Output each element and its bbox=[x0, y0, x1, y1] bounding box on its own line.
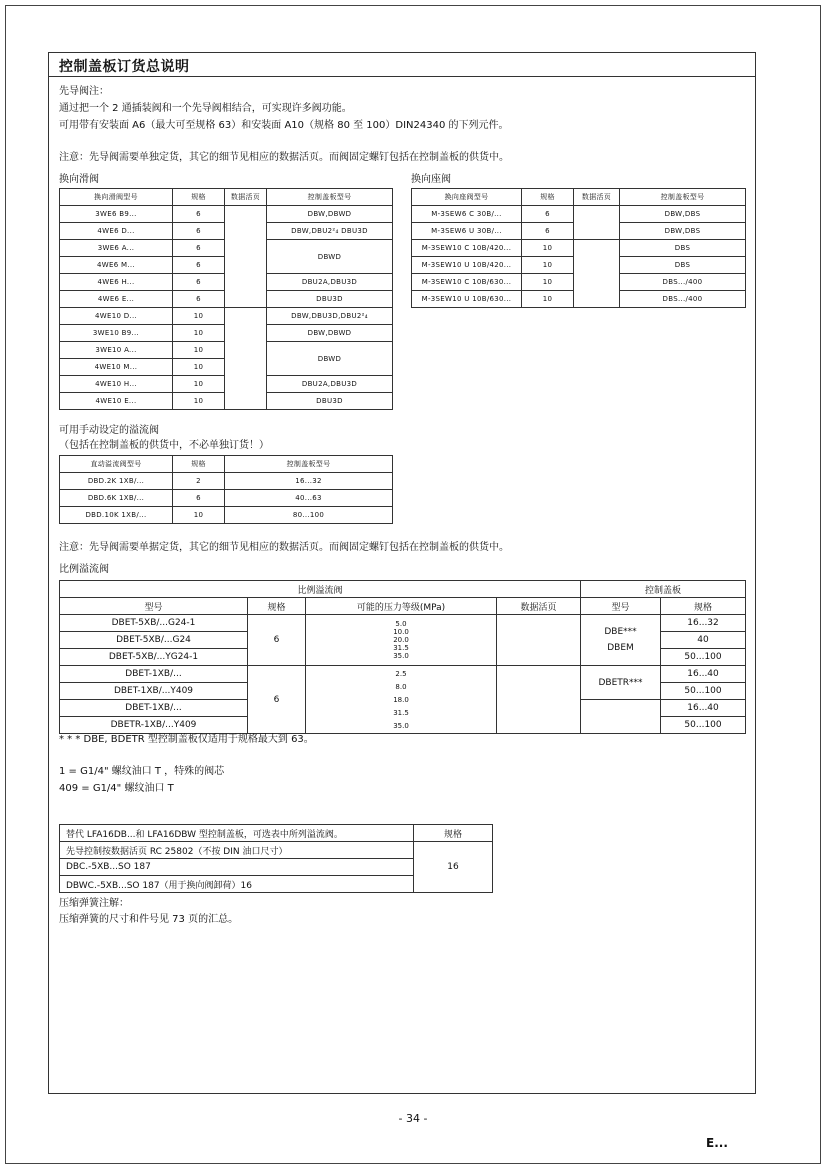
header-cell: 替代 LFA16DB...和 LFA16DBW 型控制盖板，可选表中所列溢流阀。 bbox=[60, 825, 414, 842]
cover-model-cell bbox=[581, 700, 661, 734]
seat-valve-label: 换向座阀 bbox=[411, 174, 451, 185]
model-cell: 3WE6 B9... bbox=[60, 206, 173, 223]
header-cell: 可能的压力等级(MPa) bbox=[306, 598, 497, 615]
size-cell: 10 bbox=[173, 325, 225, 342]
model-cell: DBET-5XB/...G24 bbox=[60, 632, 248, 649]
header-cell: 控制盖板型号 bbox=[225, 456, 393, 473]
table-row bbox=[60, 507, 393, 524]
alternative-valve-table bbox=[59, 824, 493, 893]
cover-cell: DBW,DBWD bbox=[267, 325, 393, 342]
cover-cell: 16...32 bbox=[225, 473, 393, 490]
model-cell: 先导控制按数据活页 RC 25802（不按 DIN 油口尺寸） bbox=[60, 842, 414, 859]
cover-cell: DBU2A,DBU3D bbox=[267, 376, 393, 393]
model-cell: 4WE6 M... bbox=[60, 257, 173, 274]
relief-label-2: （包括在控制盖板的供货中，不必单独订货！） bbox=[59, 440, 269, 451]
model-cell: DBETR-1XB/...Y409 bbox=[60, 717, 248, 734]
size-cell: 10 bbox=[173, 342, 225, 359]
model-cell: 4WE10 D... bbox=[60, 308, 173, 325]
spring-note-title: 压缩弹簧注解： bbox=[59, 898, 129, 909]
table-row bbox=[412, 240, 746, 257]
header-cell: 规格 bbox=[248, 598, 306, 615]
cover-cell: DBWD bbox=[267, 342, 393, 376]
cover-cell: DBW,DBS bbox=[620, 223, 746, 240]
cover-cell: DBW,DBU2²₄ DBU3D bbox=[267, 223, 393, 240]
content-frame bbox=[48, 52, 756, 1094]
group-header-row bbox=[60, 581, 746, 598]
size-cell: 10 bbox=[173, 359, 225, 376]
cover-model: DBE*** bbox=[604, 627, 637, 637]
size-cell: 6 bbox=[522, 223, 574, 240]
header-cell: 规格 bbox=[661, 598, 746, 615]
size-cell: 10 bbox=[522, 257, 574, 274]
intro-line-3: 可用带有安装面 A6（最大可至规格 63）和安装面 A10（规格 80 至 100）DIN24340 的下列元件。 bbox=[59, 120, 509, 131]
datasheet-cell bbox=[497, 666, 581, 734]
cover-cell: DBU3D bbox=[267, 393, 393, 410]
intro-line-1: 先导阀注： bbox=[59, 86, 109, 97]
size-cell: 10 bbox=[173, 507, 225, 524]
table-header-row bbox=[60, 825, 493, 842]
model-cell: M-3SEW10 C 10B/420... bbox=[412, 240, 522, 257]
model-cell: 4WE10 M... bbox=[60, 359, 173, 376]
pressure-value: 2.5 bbox=[395, 669, 407, 678]
size-cell: 6 bbox=[173, 223, 225, 240]
group-header-cover: 控制盖板 bbox=[581, 581, 746, 598]
size-cell: 6 bbox=[248, 615, 306, 666]
pressure-value: 20.0 bbox=[393, 636, 409, 644]
pilot-note: 注意：先导阀需要单独定货，其它的细节见相应的数据活页。而阀固定螺钉包括在控制盖板的供货中。 bbox=[59, 152, 509, 163]
cover-size-cell: 40 bbox=[661, 632, 746, 649]
definition-2: 409 = G1/4" 螺纹油口 T bbox=[59, 783, 174, 794]
model-cell: DBC.-5XB...SO 187 bbox=[60, 859, 414, 876]
size-cell: 6 bbox=[173, 206, 225, 223]
datasheet-cell bbox=[574, 206, 620, 240]
header-cell: 规格 bbox=[522, 189, 574, 206]
page-number: - 34 - bbox=[398, 1112, 428, 1125]
cover-cell: DBWD bbox=[267, 240, 393, 274]
size-cell: 10 bbox=[173, 393, 225, 410]
header-cell: 换向座阀型号 bbox=[412, 189, 522, 206]
table-row bbox=[60, 842, 493, 859]
model-cell: DBD.6K 1XB/... bbox=[60, 490, 173, 507]
prop-label: 比例溢流阀 bbox=[59, 564, 109, 575]
table-header-row bbox=[60, 189, 393, 206]
proportional-valve-table bbox=[59, 580, 746, 734]
model-cell: 3WE10 B9... bbox=[60, 325, 173, 342]
model-cell: M-3SEW6 C 30B/... bbox=[412, 206, 522, 223]
cover-model-cell: DBETR*** bbox=[581, 666, 661, 700]
pressure-value: 31.5 bbox=[393, 708, 409, 717]
corner-mark: E... bbox=[706, 1136, 728, 1150]
slide-valve-label: 换向滑阀 bbox=[59, 174, 99, 185]
size-cell: 10 bbox=[522, 240, 574, 257]
model-cell: M-3SEW6 U 30B/... bbox=[412, 223, 522, 240]
spring-note-text: 压缩弹簧的尺寸和件号见 73 页的汇总。 bbox=[59, 914, 239, 925]
header-cell: 换向滑阀型号 bbox=[60, 189, 173, 206]
model-cell: DBET-1XB/... bbox=[60, 666, 248, 683]
size-cell: 6 bbox=[173, 291, 225, 308]
size-cell: 6 bbox=[173, 240, 225, 257]
cover-cell: DBW,DBS bbox=[620, 206, 746, 223]
title-bar bbox=[49, 53, 755, 77]
header-cell: 控制盖板型号 bbox=[620, 189, 746, 206]
table-row bbox=[60, 490, 393, 507]
model-cell: 4WE6 D... bbox=[60, 223, 173, 240]
cover-cell: DBS bbox=[620, 240, 746, 257]
cover-cell: 80...100 bbox=[225, 507, 393, 524]
cover-cell: 40...63 bbox=[225, 490, 393, 507]
size-cell: 6 bbox=[173, 274, 225, 291]
header-cell: 型号 bbox=[60, 598, 248, 615]
header-cell: 型号 bbox=[581, 598, 661, 615]
header-cell: 规格 bbox=[173, 189, 225, 206]
model-cell: DBET-5XB/...G24-1 bbox=[60, 615, 248, 632]
size-cell: 10 bbox=[173, 308, 225, 325]
table-header-row bbox=[60, 598, 746, 615]
size-cell: 2 bbox=[173, 473, 225, 490]
cover-cell: DBS bbox=[620, 257, 746, 274]
datasheet-cell bbox=[225, 308, 267, 410]
model-cell: M-3SEW10 C 10B/630... bbox=[412, 274, 522, 291]
cover-size-cell: 16...40 bbox=[661, 700, 746, 717]
cover-size-cell: 50...100 bbox=[661, 649, 746, 666]
intro-line-2: 通过把一个 2 通插装阀和一个先导阀相结合，可实现许多阀功能。 bbox=[59, 103, 352, 114]
model-cell: 4WE6 E... bbox=[60, 291, 173, 308]
cover-size-cell: 16...40 bbox=[661, 666, 746, 683]
datasheet-cell bbox=[225, 206, 267, 308]
table-row bbox=[60, 666, 746, 683]
cover-cell: DBS.../400 bbox=[620, 291, 746, 308]
table-row bbox=[60, 615, 746, 632]
cover-cell: DBS.../400 bbox=[620, 274, 746, 291]
relief-valve-table bbox=[59, 455, 393, 524]
seat-valve-table bbox=[411, 188, 746, 308]
model-cell: 4WE10 H... bbox=[60, 376, 173, 393]
table-header-row bbox=[60, 456, 393, 473]
pressure-value: 35.0 bbox=[393, 721, 409, 730]
pressure-cell bbox=[306, 666, 497, 734]
header-cell: 规格 bbox=[173, 456, 225, 473]
page-title: 控制盖板订货总说明 bbox=[59, 59, 190, 75]
cover-cell: DBU2A,DBU3D bbox=[267, 274, 393, 291]
definition-1: 1 = G1/4" 螺纹油口 T ，特殊的阀芯 bbox=[59, 766, 225, 777]
header-cell: 数据活页 bbox=[574, 189, 620, 206]
model-cell: DBD.2K 1XB/... bbox=[60, 473, 173, 490]
size-cell: 16 bbox=[414, 842, 493, 893]
pressure-value: 5.0 bbox=[395, 620, 407, 628]
cover-model: DBEM bbox=[607, 643, 634, 653]
table-header-row bbox=[412, 189, 746, 206]
cover-size-cell: 16...32 bbox=[661, 615, 746, 632]
model-cell: DBET-5XB/...YG24-1 bbox=[60, 649, 248, 666]
table-row bbox=[60, 473, 393, 490]
cover-size-cell: 50...100 bbox=[661, 717, 746, 734]
size-cell: 10 bbox=[522, 291, 574, 308]
model-cell: DBD.10K 1XB/... bbox=[60, 507, 173, 524]
cover-model-cell bbox=[581, 615, 661, 666]
group-header-valve: 比例溢流阀 bbox=[60, 581, 581, 598]
model-cell: DBET-1XB/... bbox=[60, 700, 248, 717]
table-row bbox=[60, 308, 393, 325]
size-cell: 6 bbox=[173, 490, 225, 507]
size-cell: 6 bbox=[248, 666, 306, 734]
model-cell: 4WE10 E... bbox=[60, 393, 173, 410]
footnote: * * * DBE, BDETR 型控制盖板仅适用于规格最大到 63。 bbox=[59, 734, 314, 745]
pressure-value: 8.0 bbox=[395, 682, 407, 691]
header-cell: 数据活页 bbox=[225, 189, 267, 206]
slide-valve-table bbox=[59, 188, 393, 410]
datasheet-cell bbox=[497, 615, 581, 666]
pressure-value: 18.0 bbox=[393, 695, 409, 704]
pilot-note-2: 注意：先导阀需要单据定货，其它的细节见相应的数据活页。而阀固定螺钉包括在控制盖板的供货中。 bbox=[59, 542, 509, 553]
size-cell: 6 bbox=[173, 257, 225, 274]
size-cell: 10 bbox=[173, 376, 225, 393]
model-cell: 3WE10 A... bbox=[60, 342, 173, 359]
pressure-value: 31.5 bbox=[393, 644, 409, 652]
pressure-cell bbox=[306, 615, 497, 666]
table-row bbox=[60, 206, 393, 223]
table-row bbox=[412, 206, 746, 223]
model-cell: DBET-1XB/...Y409 bbox=[60, 683, 248, 700]
model-cell: 4WE6 H... bbox=[60, 274, 173, 291]
model-cell: 3WE6 A... bbox=[60, 240, 173, 257]
cover-cell: DBU3D bbox=[267, 291, 393, 308]
cover-cell: DBW,DBWD bbox=[267, 206, 393, 223]
cover-cell: DBW,DBU3D,DBU2²₄ bbox=[267, 308, 393, 325]
datasheet-cell bbox=[574, 240, 620, 308]
header-cell: 数据活页 bbox=[497, 598, 581, 615]
model-cell: M-3SEW10 U 10B/420... bbox=[412, 257, 522, 274]
cover-size-cell: 50...100 bbox=[661, 683, 746, 700]
pressure-value: 35.0 bbox=[393, 652, 409, 660]
header-cell: 控制盖板型号 bbox=[267, 189, 393, 206]
model-cell: DBWC.-5XB...SO 187（用于换向阀卸荷）16 bbox=[60, 876, 414, 893]
size-cell: 6 bbox=[522, 206, 574, 223]
size-cell: 10 bbox=[522, 274, 574, 291]
header-cell: 规格 bbox=[414, 825, 493, 842]
header-cell: 直动溢流阀型号 bbox=[60, 456, 173, 473]
relief-label-1: 可用手动设定的溢流阀 bbox=[59, 425, 159, 436]
pressure-value: 10.0 bbox=[393, 628, 409, 636]
model-cell: M-3SEW10 U 10B/630... bbox=[412, 291, 522, 308]
